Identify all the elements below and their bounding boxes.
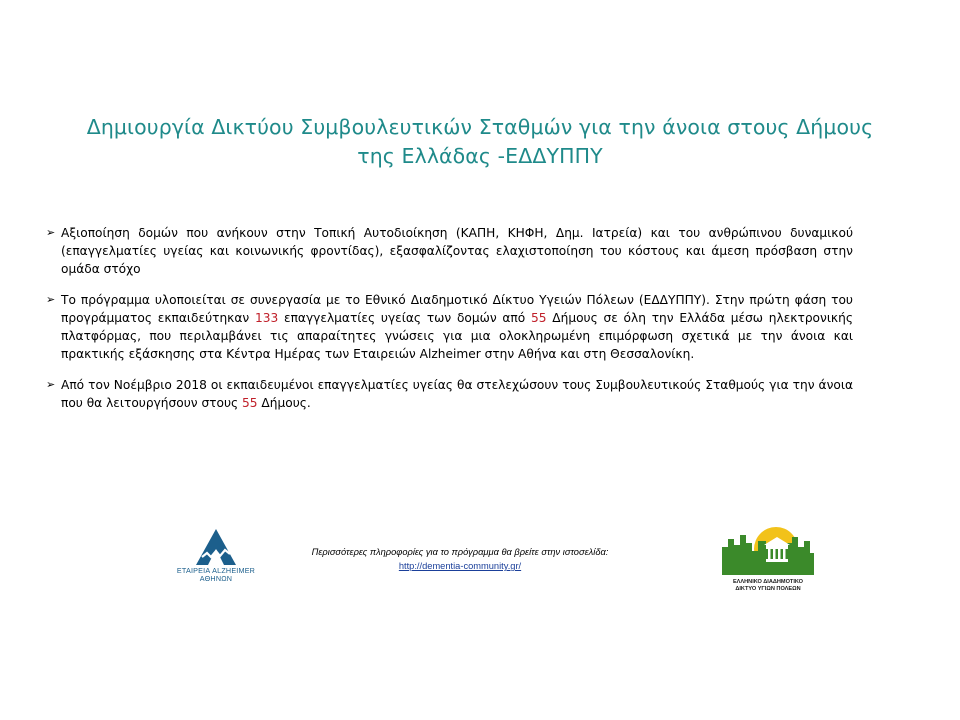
healthy-cities-network-logo: [722, 525, 814, 591]
alzheimer-triangle-icon: [194, 527, 238, 567]
footer-info: [250, 545, 670, 573]
logo-left-line-2: ΑΘΗΝΩΝ: [199, 574, 233, 583]
bullet-1-text: Αξιοποίηση δομών που ανήκουν στην Τοπική Αυτοδιοίκηση (ΚΑΠΗ, ΚΗΦΗ, Δημ. Ιατρεία) και του ανθρώπινου δυναμικού (επαγγελματίες υγείας και κοινωνικής φροντίδας), εξασφαλίζοντας ελαχιστοποίηση του κόστους και άμεση πρόσβαση στην ομάδα στόχο: [61, 226, 853, 276]
logo-right-line-2: ΔΙΚΤΥΟ ΥΓΙΩΝ ΠΟΛΕΩΝ: [735, 586, 801, 592]
bullet-item-3: [46, 376, 853, 412]
bullet-list: [46, 224, 853, 425]
bullet-3-text-b: Δήμους.: [257, 396, 311, 410]
logo-right-line-1: ΕΛΛΗΝΙΚΟ ΔΙΑΔΗΜΟΤΙΚΟ: [732, 579, 804, 585]
highlight-number: 55: [530, 311, 547, 325]
bullet-item-2: [46, 291, 853, 363]
logo-left-line-1: ΕΤΑΙΡΕΙΑ ALZHEIMER: [176, 566, 256, 575]
bullet-2-text-b: επαγγελματίες υγείας των δομών από: [278, 311, 531, 325]
title-line-1: Δημιουργία Δικτύου Συμβουλευτικών Σταθμών για την άνοια στους Δήμους: [86, 115, 874, 139]
alzheimer-athens-logo: [170, 527, 262, 599]
bullet-2-text-c: Δήμους σε όλη την Ελλάδα μέσω ηλεκτρονικής πλατφόρμας, που περιλαμβάνει τις απαραίτητες γνώσεις για μια ολοκληρωμένη επιμόρφωση σχετικά με την άνοια και πρακτικής εξάσκησης στα Κέντρα Ημέρας των Εταιρειών Alzheimer στην Αθήνα και στη Θεσσαλονίκη.: [61, 311, 853, 361]
footer-info-text: Περισσότερες πληροφορίες για το πρόγραμμα θα βρείτε στην ιστοσελίδα:: [311, 547, 609, 557]
highlight-number: 55: [242, 396, 258, 410]
page-title: [20, 113, 940, 171]
healthy-cities-network-icon: [722, 525, 814, 575]
highlight-number: 133: [254, 311, 279, 325]
website-link[interactable]: http://dementia-community.gr/: [398, 561, 522, 571]
bullet-3-text-a: Από τον Νοέμβριο 2018 οι εκπαιδευμένοι επαγγελματίες υγείας θα στελεχώσουν τους Συμβουλευτικούς Σταθμούς για την άνοια που θα λειτουργήσουν στους: [61, 378, 853, 410]
bullet-2-text-a: Το πρόγραμμα υλοποιείται σε συνεργασία με το Εθνικό Διαδημοτικό Δίκτυο Υγειών Πόλεων (ΕΔΔΥΠΠΥ). Στην πρώτη φάση του προγράμματος εκπαιδεύτηκαν: [61, 293, 853, 325]
arrow-bullet-icon: ➢: [46, 226, 56, 239]
arrow-bullet-icon: ➢: [46, 378, 56, 391]
arrow-bullet-icon: ➢: [46, 293, 56, 306]
bullet-item-1: [46, 224, 853, 278]
title-line-2: της Ελλάδας -ΕΔΔΥΠΠΥ: [357, 144, 603, 168]
